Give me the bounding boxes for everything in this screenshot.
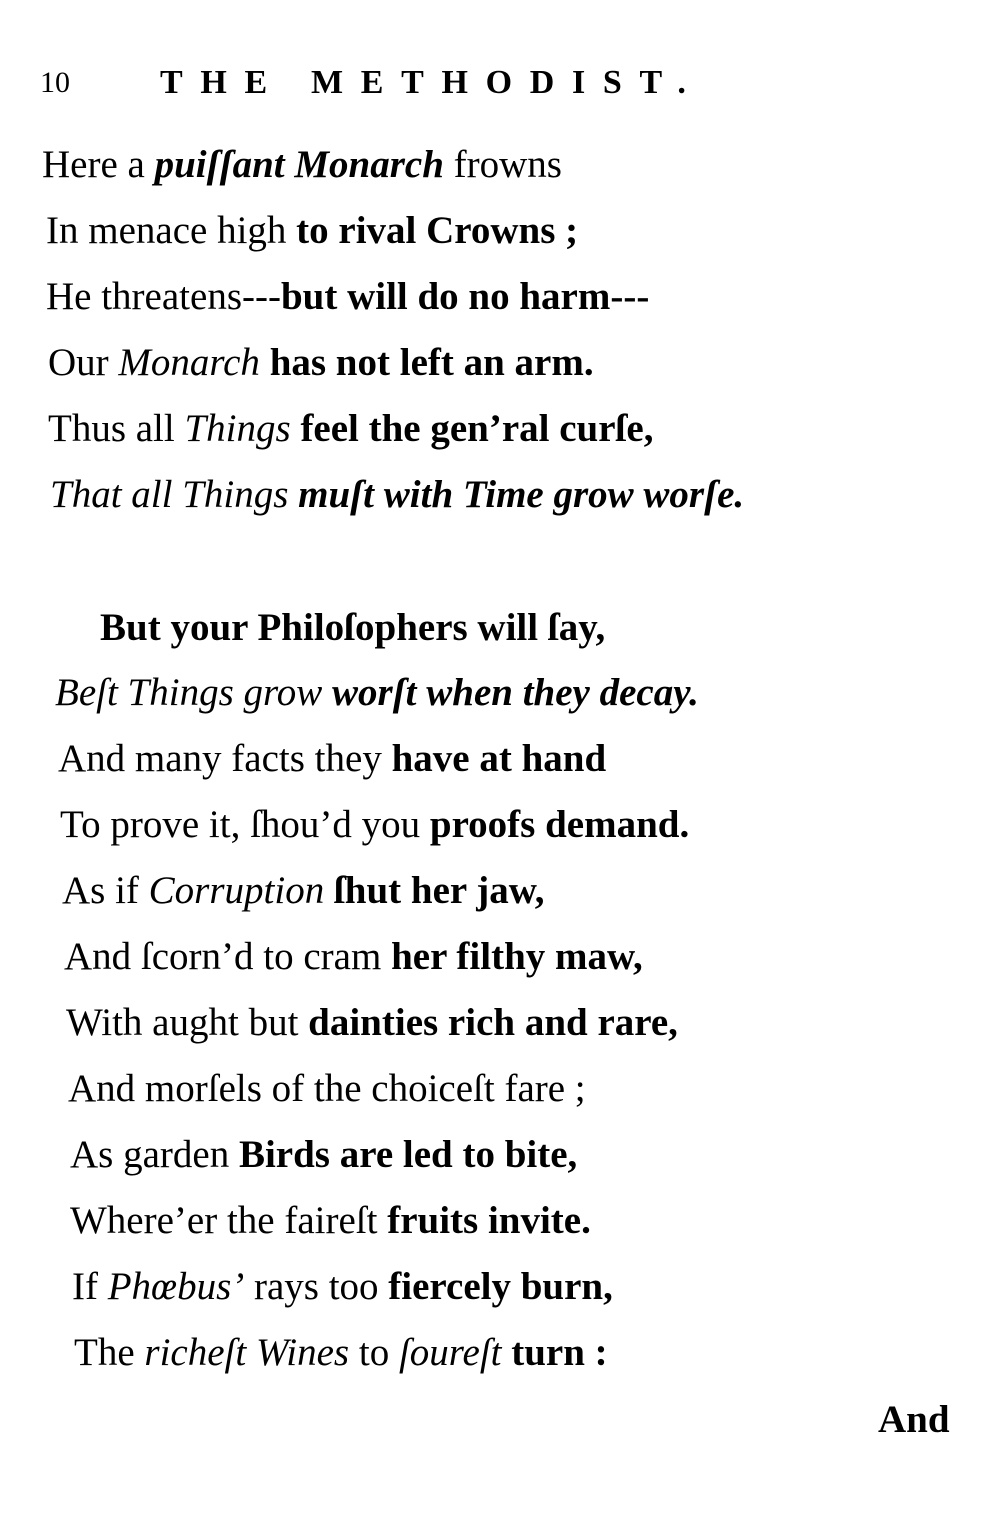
verse-text: fiercely burn, <box>388 1265 613 1308</box>
verse-line <box>72 1262 613 1312</box>
page-header <box>40 58 940 108</box>
verse-text: With aught but <box>66 1001 309 1044</box>
verse-text: Thus all <box>48 407 185 450</box>
verse-text: to <box>349 1331 399 1374</box>
verse-text: And morſels of the choiceſt fare ; <box>68 1067 586 1110</box>
verse-text: muſt with Time grow worſe. <box>298 473 745 516</box>
verse-text: In menace high <box>46 209 297 252</box>
verse-text: proofs demand. <box>429 803 690 846</box>
verse-text: frowns <box>443 143 562 186</box>
verse-text: turn : <box>501 1331 608 1374</box>
verse-text: As garden <box>70 1133 239 1176</box>
verse-line <box>66 998 678 1048</box>
verse-text: But your Philoſophers will ſay, <box>100 606 606 649</box>
verse-line <box>46 206 578 256</box>
verse-line <box>58 734 606 784</box>
verse-text: Corruption <box>148 869 325 912</box>
verse-text: ſhut her jaw, <box>324 869 545 912</box>
verse-text: Beſt Things grow <box>55 671 332 714</box>
verse-line <box>74 1328 608 1378</box>
verse-line <box>100 603 605 653</box>
verse-text: If <box>72 1265 108 1308</box>
verse-text: Here a <box>42 143 155 186</box>
verse-line <box>50 470 744 520</box>
verse-text: has not left an arm. <box>259 341 594 384</box>
verse-text: The <box>74 1331 145 1374</box>
verse-text: He threatens--- <box>46 275 281 318</box>
verse-line <box>48 404 653 454</box>
verse-text: feel the gen’ral curſe, <box>290 407 654 450</box>
verse-text: fruits invite. <box>387 1199 591 1242</box>
verse-line <box>70 1130 577 1180</box>
verse-text: Where’er the faireſt <box>70 1199 388 1242</box>
running-title: THE METHODIST. <box>160 64 704 101</box>
verse-text: dainties rich and rare, <box>308 1001 678 1044</box>
verse-line <box>68 1064 586 1114</box>
verse-text: Birds are led to bite, <box>238 1133 578 1176</box>
verse-text: Phœbus’ <box>107 1265 245 1308</box>
verse-line <box>42 140 562 190</box>
verse-text: puiſſant Monarch <box>154 143 444 186</box>
verse-text: Our <box>48 341 119 384</box>
verse-line <box>55 668 699 718</box>
verse-line <box>46 272 649 322</box>
verse-text: Things <box>184 407 291 450</box>
verse-text: to rival Crowns ; <box>296 209 579 252</box>
verse-line <box>64 932 643 982</box>
verse-text: her filthy maw, <box>391 935 643 978</box>
verse-text: rays too <box>244 1265 389 1308</box>
verse-text: And ſcorn’d to cram <box>64 935 392 978</box>
verse-text: but will do no harm--- <box>280 275 650 318</box>
verse-line <box>60 800 689 850</box>
verse-line <box>62 866 545 916</box>
page-number: 10 <box>40 66 70 99</box>
verse-text: have at hand <box>391 737 607 780</box>
verse-text: ſoureſt <box>398 1331 502 1374</box>
verse-text: richeſt Wines <box>144 1331 350 1374</box>
verse-text: To prove it, ſhou’d you <box>60 803 430 846</box>
verse-text: worſt when they decay. <box>332 671 699 714</box>
catchword: And <box>878 1398 950 1441</box>
verse-text: As if <box>62 869 149 912</box>
verse-line <box>48 338 594 388</box>
verse-text: Monarch <box>118 341 260 384</box>
verse-text: That all Things <box>50 473 299 516</box>
verse-line <box>70 1196 591 1246</box>
verse-text: And many facts they <box>58 737 392 780</box>
